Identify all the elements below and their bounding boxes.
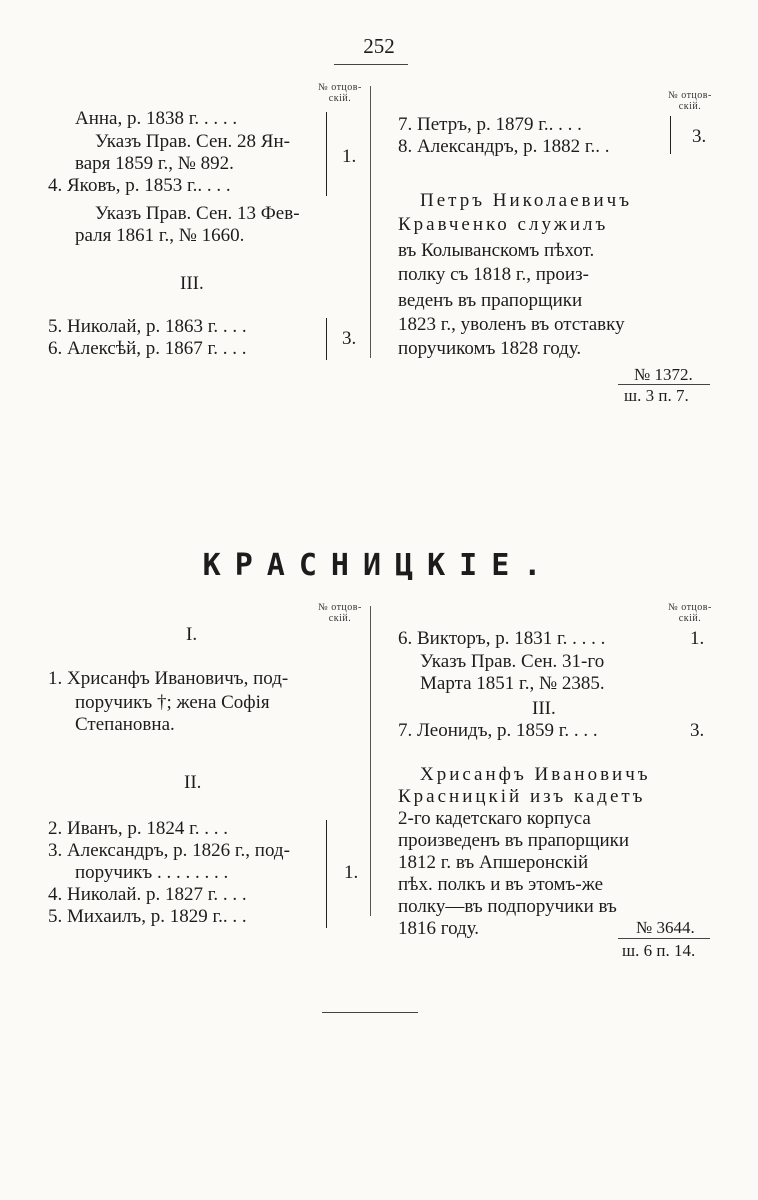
entry-aleksei: 6. Алексѣй, р. 1867 г. . . . — [48, 338, 247, 359]
bio-line: 1823 г., уволенъ въ отставку — [398, 314, 625, 335]
generation-ii: II. — [184, 772, 202, 793]
entry-khrisanf-2: поручикъ †; жена Софія — [75, 692, 270, 713]
bottom-left-column-divider — [370, 606, 371, 916]
bio-line: Красницкій изъ кадетъ — [398, 786, 646, 807]
entry-viktor: 6. Викторъ, р. 1831 г. . . . . — [398, 628, 606, 649]
entry-petr: 7. Петръ, р. 1879 г.. . . . — [398, 114, 582, 135]
archive-location: ш. 3 п. 7. — [624, 386, 689, 405]
archive-number: № 1372. — [634, 365, 693, 384]
bio-line: въ Колыванскомъ пѣхот. — [398, 240, 595, 261]
entry-ivan: 2. Иванъ, р. 1824 г. . . . — [48, 818, 229, 839]
entry-viktor-decree-1: Указъ Прав. Сен. 31-го — [420, 651, 605, 672]
entry-aleksandr: 3. Александръ, р. 1826 г., под- — [48, 840, 290, 861]
archive-rule — [618, 938, 710, 939]
archive-rule — [618, 384, 710, 385]
generation-iii: III. — [180, 273, 204, 294]
entry-aleksandr: 8. Александръ, р. 1882 г.. . — [398, 136, 610, 157]
father-number: 1. — [342, 146, 357, 167]
bio-line: 1816 году. — [398, 918, 480, 939]
entry-yakov-decree-1: Указъ Прав. Сен. 13 Фев- — [95, 203, 300, 224]
family-heading: КРАСНИЦКІЕ. — [202, 548, 556, 583]
entry-aleksandr-2: поручикъ . . . . . . . . — [75, 862, 229, 883]
entry-yakov-decree-2: раля 1861 г., № 1660. — [75, 225, 245, 246]
archive-location: ш. 6 п. 14. — [622, 941, 696, 960]
bio-line: поручикомъ 1828 году. — [398, 338, 582, 359]
bottom-right-col-header: № отцов- скій. — [668, 602, 712, 624]
top-right-col-header: № отцов- скій. — [668, 90, 712, 112]
top-left-col-header: № отцов- скій. — [318, 82, 362, 104]
entry-nikolai: 4. Николай. р. 1827 г. . . . — [48, 884, 247, 905]
bottom-left-col-header: № отцов- скій. — [318, 602, 362, 624]
bio-line: 2-го кадетскаго корпуса — [398, 808, 591, 829]
section-end-rule — [322, 1012, 418, 1013]
entry-nikolai: 5. Николай, р. 1863 г. . . . — [48, 316, 247, 337]
top-left-column-divider — [370, 86, 371, 358]
entry-yakov: 4. Яковъ, р. 1853 г.. . . . — [48, 175, 231, 196]
bio-line: Хрисанфъ Ивановичъ — [420, 764, 651, 785]
entry-anna-decree-2: варя 1859 г., № 892. — [75, 153, 234, 174]
entry-anna: Анна, р. 1838 г. . . . . — [75, 108, 238, 129]
generation-iii: III. — [532, 698, 556, 719]
entry-khrisanf-3: Степановна. — [75, 714, 175, 735]
bio-line: пѣх. полкъ и въ этомъ-же — [398, 874, 604, 895]
page-number-rule — [334, 64, 408, 65]
brace-line — [326, 112, 327, 196]
father-number: 3. — [692, 126, 707, 147]
archive-number: № 3644. — [636, 918, 695, 937]
brace-line — [670, 116, 671, 154]
entry-khrisanf: 1. Хрисанфъ Ивановичъ, под- — [48, 668, 289, 689]
father-number: 1. — [344, 862, 359, 883]
bio-line: Кравченко служилъ — [398, 214, 609, 235]
generation-i: I. — [186, 624, 198, 645]
father-number: 3. — [690, 720, 705, 741]
entry-anna-decree-1: Указъ Прав. Сен. 28 Ян- — [95, 131, 290, 152]
father-number: 1. — [690, 628, 705, 649]
entry-mikhail: 5. Михаилъ, р. 1829 г.. . . — [48, 906, 247, 927]
bio-line: полку съ 1818 г., произ- — [398, 264, 589, 285]
bio-line: Петръ Николаевичъ — [420, 190, 633, 211]
bio-line: веденъ въ прапорщики — [398, 290, 583, 311]
entry-viktor-decree-2: Марта 1851 г., № 2385. — [420, 673, 605, 694]
bio-line: 1812 г. въ Апшеронскій — [398, 852, 589, 873]
bio-line: произведенъ въ прапорщики — [398, 830, 630, 851]
bio-line: полку—въ подпоручики въ — [398, 896, 617, 917]
brace-line — [326, 820, 327, 928]
brace-line — [326, 318, 327, 360]
page-number: 252 — [363, 34, 395, 58]
entry-leonid: 7. Леонидъ, р. 1859 г. . . . — [398, 720, 598, 741]
father-number: 3. — [342, 328, 357, 349]
